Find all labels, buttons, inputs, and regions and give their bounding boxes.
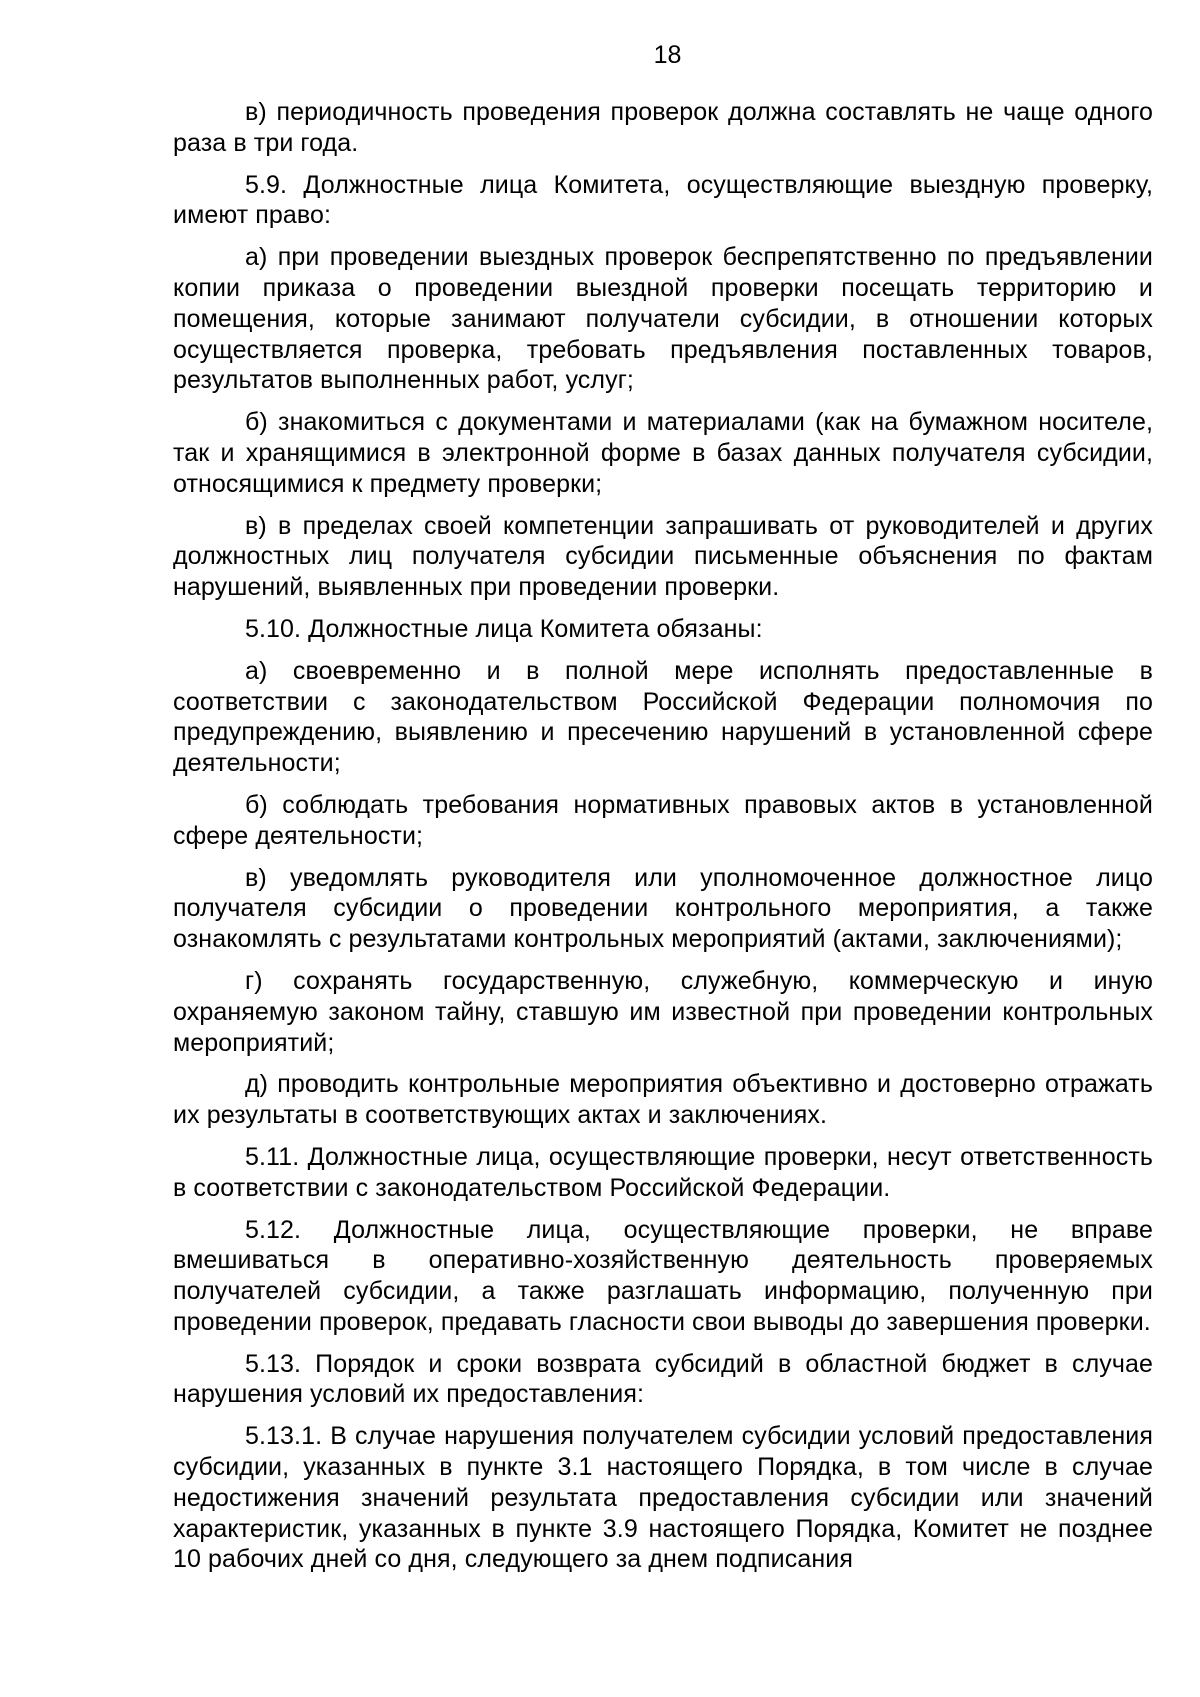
paragraph-5-13-1: 5.13.1. В случае нарушения получателем субсидии условий предоставления субсидии, указанных в пункте 3.1 настоящего Порядка, в том числе в случае недостижения значений результата предоставления субсидии или значений характеристик, указанных в пункте 3.9 настоящего Порядка, Комитет не позднее 10 рабочих дней со дня, следующего за днем подписания [173, 1422, 1153, 1574]
paragraph-5-9-a: а) при проведении выездных проверок беспрепятственно по предъявлении копии приказа о проведении выездной проверки посещать территорию и помещения, которые занимают получатели субсидии, в отношении которых осуществляется проверка, требовать предъявления поставленных товаров, результатов выполненных работ, услуг; [173, 243, 1153, 395]
paragraph-5-12: 5.12. Должностные лица, осуществляющие проверки, не вправе вмешиваться в оперативно-хозяйственную деятельность проверяемых получателей субсидии, а также разглашать информацию, полученную при проведении проверок, предавать гласности свои выводы до завершения проверки. [173, 1215, 1153, 1336]
paragraph-5-10-a: а) своевременно и в полной мере исполнять предоставленные в соответствии с законодательством Российской Федерации полномочия по предупреждению, выявлению и пресечению нарушений в установленной сфере деятельности; [173, 656, 1153, 778]
paragraph-5-9-v: в) в пределах своей компетенции запрашивать от руководителей и других должностных лиц получателя субсидии письменные объяснения по фактам нарушений, выявленных при проведении проверки. [173, 511, 1153, 602]
paragraph-5-10-d: д) проводить контрольные мероприятия объективно и достоверно отражать их результаты в соответствующих актах и заключениях. [173, 1070, 1153, 1130]
paragraph-5-8-v: в) периодичность проведения проверок должна составлять не чаще одного раза в три года. [173, 98, 1153, 157]
paragraph-5-10-v: в) уведомлять руководителя или уполномоченное должностное лицо получателя субсидии о проведении контрольного мероприятия, а также ознакомлять с результатами контрольных мероприятий (актами, заключениями); [173, 863, 1153, 954]
page-number: 18 [653, 41, 682, 69]
paragraph-5-10-g: г) сохранять государственную, служебную, коммерческую и иную охраняемую законом тайну, ставшую им известной при проведении контрольных мероприятий; [173, 966, 1153, 1057]
paragraph-5-13: 5.13. Порядок и сроки возврата субсидий в областной бюджет в случае нарушения условий их предоставления: [173, 1349, 1153, 1409]
paragraph-5-10: 5.10. Должностные лица Комитета обязаны: [245, 614, 763, 643]
paragraph-5-11: 5.11. Должностные лица, осуществляющие проверки, несут ответственность в соответствии с законодательством Российской Федерации. [173, 1142, 1153, 1202]
paragraph-5-9: 5.9. Должностные лица Комитета, осуществляющие выездную проверку, имеют право: [173, 170, 1153, 230]
paragraph-5-9-b: б) знакомиться с документами и материалами (как на бумажном носителе, так и хранящимися в электронной форме в базах данных получателя субсидии, относящимися к предмету проверки; [173, 408, 1153, 498]
paragraph-5-10-b: б) соблюдать требования нормативных правовых актов в установленной сфере деятельности; [173, 790, 1153, 850]
document-body [173, 97, 1153, 1586]
